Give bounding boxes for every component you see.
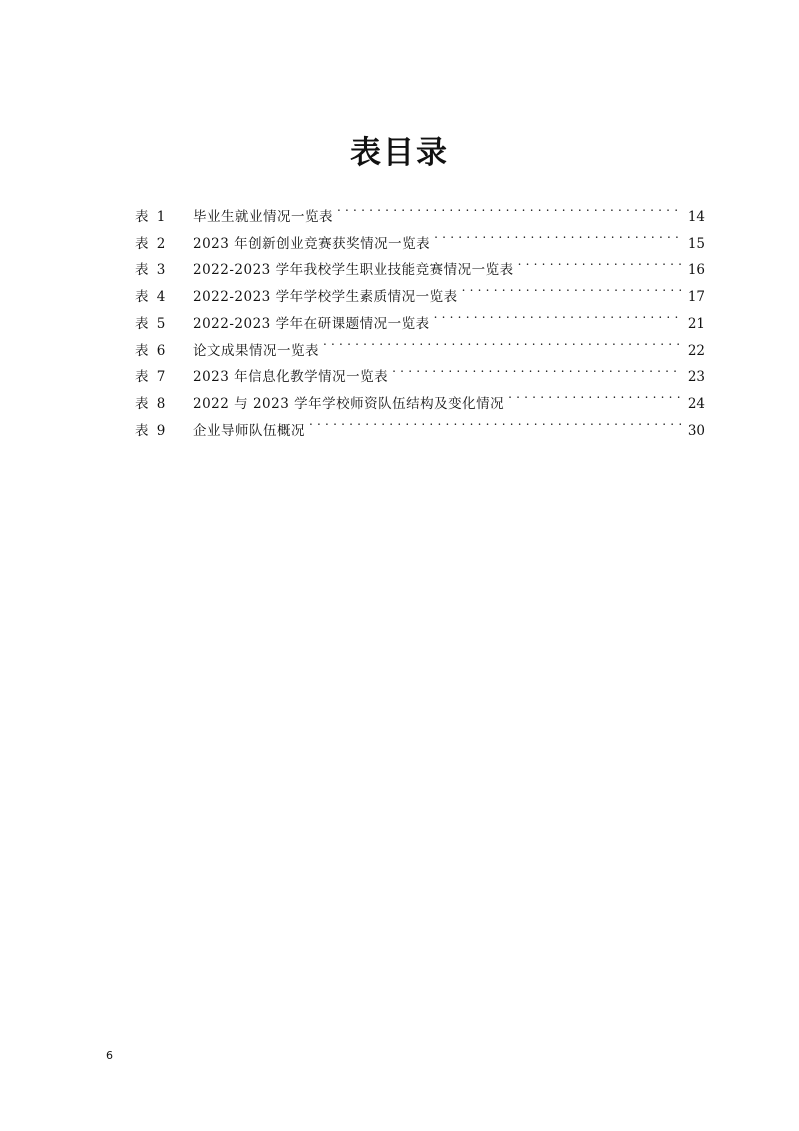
toc-entry-page: 23 <box>687 369 705 386</box>
toc-entry-page: 21 <box>687 315 705 332</box>
toc-entry-page: 15 <box>687 235 705 252</box>
toc-entry-page: 30 <box>687 422 705 439</box>
toc-entry-title: 2022 与 2023 学年学校师资队伍结构及变化情况 <box>193 396 505 412</box>
toc-entry-page: 16 <box>687 262 705 279</box>
toc-entry-label: 表 3 <box>135 262 168 279</box>
dot-leader <box>392 355 681 382</box>
dot-leader <box>462 274 681 301</box>
dot-leader <box>337 194 681 221</box>
toc-entry-title: 2023 年信息化教学情况一览表 <box>193 369 389 386</box>
toc-entry-page: 17 <box>687 289 705 305</box>
toc-entry-title: 2023 年创新创业竞赛获奖情况一览表 <box>193 235 431 252</box>
toc-entry-title: 毕业生就业情况一览表 <box>193 208 333 225</box>
toc-entry-label: 表 2 <box>135 235 168 252</box>
toc-entry-title: 2022-2023 学年在研课题情况一览表 <box>193 315 430 332</box>
toc-entry-label: 表 1 <box>135 208 168 225</box>
dot-leader <box>434 301 681 328</box>
toc-entry-page: 24 <box>687 396 705 412</box>
toc-entry-label: 表 4 <box>135 289 168 305</box>
toc-entry-label: 表 5 <box>135 315 168 332</box>
toc-entry-title: 企业导师队伍概况 <box>193 422 305 439</box>
page-title: 表目录 <box>350 135 449 171</box>
dot-leader <box>508 381 681 408</box>
toc-entry-title: 论文成果情况一览表 <box>193 342 319 359</box>
toc-entry-page: 14 <box>687 208 705 225</box>
toc-entry-page: 22 <box>687 342 705 359</box>
toc-entry[interactable] <box>135 194 705 225</box>
toc-entry-label: 表 7 <box>135 369 168 386</box>
toc-entry-label: 表 9 <box>135 422 168 439</box>
table-of-tables <box>135 194 705 439</box>
page-number: 6 <box>106 1049 113 1062</box>
toc-entry-title: 2022-2023 学年我校学生职业技能竞赛情况一览表 <box>193 262 514 279</box>
toc-entry-title: 2022-2023 学年学校学生素质情况一览表 <box>193 289 458 305</box>
dot-leader <box>518 248 681 275</box>
dot-leader <box>309 408 681 435</box>
toc-entry-label: 表 6 <box>135 342 168 359</box>
dot-leader <box>434 221 681 248</box>
toc-entry-label: 表 8 <box>135 396 168 412</box>
dot-leader <box>323 328 681 355</box>
